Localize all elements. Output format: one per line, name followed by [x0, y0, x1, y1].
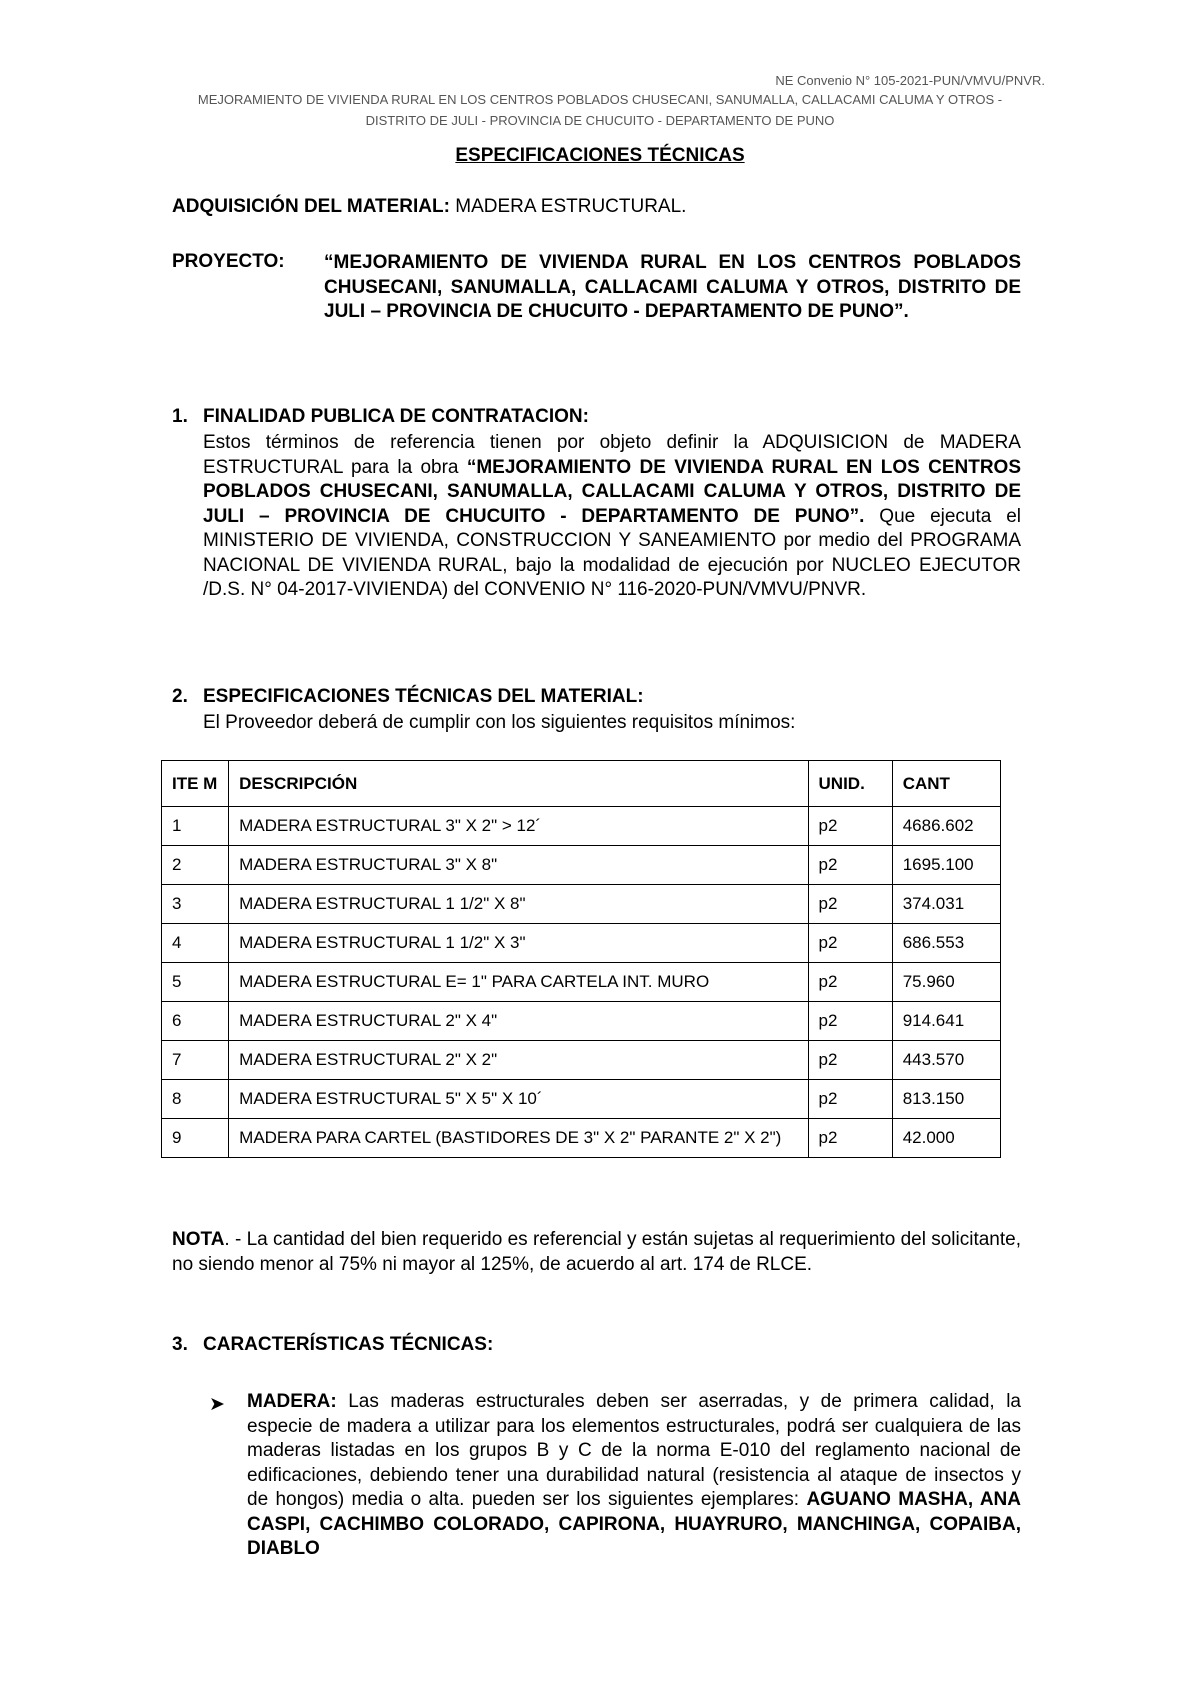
- row-item: 6: [162, 1002, 229, 1041]
- section-2-heading: [172, 686, 644, 708]
- table-row: [162, 1080, 1001, 1119]
- row-description: MADERA ESTRUCTURAL 1 1/2" X 8": [229, 885, 808, 924]
- row-item: 8: [162, 1080, 229, 1119]
- header-project-line1: MEJORAMIENTO DE VIVIENDA RURAL EN LOS CENTROS POBLADOS CHUSECANI, SANUMALLA, CALLACAMI CALUMA Y OTROS -: [197, 92, 1003, 107]
- row-unit: p2: [808, 1041, 892, 1080]
- table-row: [162, 924, 1001, 963]
- row-item: 2: [162, 846, 229, 885]
- row-quantity: 813.150: [892, 1080, 1000, 1119]
- header-convenio: NE Convenio N° 105-2021-PUN/VMVU/PNVR.: [775, 73, 1045, 88]
- section-2-intro: El Proveedor deberá de cumplir con los siguientes requisitos mínimos:: [203, 712, 796, 733]
- row-description: MADERA ESTRUCTURAL 1 1/2" X 3": [229, 924, 808, 963]
- row-quantity: 686.553: [892, 924, 1000, 963]
- header-description: DESCRIPCIÓN: [229, 761, 808, 807]
- row-item: 5: [162, 963, 229, 1002]
- row-quantity: 75.960: [892, 963, 1000, 1002]
- row-description: MADERA ESTRUCTURAL 3" X 2" > 12´: [229, 807, 808, 846]
- note-text: . - La cantidad del bien requerido es referencial y están sujetas al requerimiento del solicitante, no siendo menor al 75% ni mayor al 125%, de acuerdo al art. 174 de RLCE.: [172, 1229, 1021, 1275]
- row-quantity: 914.641: [892, 1002, 1000, 1041]
- header-unit: UNID.: [808, 761, 892, 807]
- table-header-row: [162, 761, 1001, 807]
- header-project-line2: DISTRITO DE JULI - PROVINCIA DE CHUCUITO - DEPARTAMENTO DE PUNO: [365, 113, 835, 128]
- row-description: MADERA ESTRUCTURAL E= 1" PARA CARTELA INT. MURO: [229, 963, 808, 1002]
- table-row: [162, 846, 1001, 885]
- section-3-heading: [172, 1334, 493, 1356]
- row-description: MADERA ESTRUCTURAL 3" X 8": [229, 846, 808, 885]
- table-row: [162, 807, 1001, 846]
- section-2-title: ESPECIFICACIONES TÉCNICAS DEL MATERIAL:: [203, 686, 644, 707]
- row-item: 1: [162, 807, 229, 846]
- section-1-text-a: Estos términos de referencia tienen por objeto definir la ADQUISICION de MADERA ESTRUCTURAL para la obra: [203, 432, 1021, 478]
- row-description: MADERA ESTRUCTURAL 2" X 4": [229, 1002, 808, 1041]
- wood-bullet-text: Las maderas estructurales deben ser aserradas, y de primera calidad, la especie de madera a utilizar para los elementos estructurales, podrá ser cualquiera de las maderas listadas en los grupos B y C de la norma E-010 del reglamento nacional de edificaciones, debiendo tener una durabilidad natural (resistencia al ataque de insectos y de hongos) media o alta. pueden ser los siguientes ejemplares:: [247, 1391, 1021, 1510]
- table-row: [162, 885, 1001, 924]
- row-item: 7: [162, 1041, 229, 1080]
- project-label: PROYECTO:: [172, 251, 285, 272]
- table-row: [162, 963, 1001, 1002]
- row-description: MADERA PARA CARTEL (BASTIDORES DE 3" X 2" PARANTE 2" X 2"): [229, 1119, 808, 1158]
- section-3-number: 3.: [172, 1334, 188, 1355]
- section-1-text-bold: “MEJORAMIENTO DE VIVIENDA RURAL EN LOS CENTROS POBLADOS CHUSECANI, SANUMALLA, CALLACAMI CALUMA Y OTROS, DISTRITO DE JULI – PROVINCIA DE CHUCUITO - DEPARTAMENTO DE PUNO”.: [203, 456, 1021, 527]
- table-row: [162, 1041, 1001, 1080]
- section-1-number: 1.: [172, 406, 188, 427]
- row-quantity: 42.000: [892, 1119, 1000, 1158]
- acquisition-value: MADERA ESTRUCTURAL.: [455, 196, 687, 217]
- row-unit: p2: [808, 885, 892, 924]
- section-1-paragraph: [203, 431, 1021, 603]
- note-label: NOTA: [172, 1229, 225, 1250]
- note-paragraph: [172, 1228, 1021, 1277]
- row-unit: p2: [808, 963, 892, 1002]
- row-unit: p2: [808, 846, 892, 885]
- arrow-bullet-icon: ➤: [209, 1394, 225, 1415]
- acquisition-line: [172, 196, 686, 218]
- row-unit: p2: [808, 807, 892, 846]
- table-row: [162, 1002, 1001, 1041]
- row-item: 3: [162, 885, 229, 924]
- wood-bullet-paragraph: [247, 1390, 1021, 1562]
- row-description: MADERA ESTRUCTURAL 2" X 2": [229, 1041, 808, 1080]
- row-description: MADERA ESTRUCTURAL 5" X 5" X 10´: [229, 1080, 808, 1119]
- row-quantity: 1695.100: [892, 846, 1000, 885]
- row-quantity: 4686.602: [892, 807, 1000, 846]
- row-item: 9: [162, 1119, 229, 1158]
- table-row: [162, 1119, 1001, 1158]
- section-1-text-b: Que ejecuta el MINISTERIO DE VIVIENDA, CONSTRUCCION Y SANEAMIENTO por medio del PROGRAMA NACIONAL DE VIVIENDA RURAL, bajo la modalidad de ejecución por NUCLEO EJECUTOR /D.S. N° 04-2017-VIVIENDA) del CONVENIO N° 116-2020-PUN/VMVU/PNVR.: [203, 505, 1021, 600]
- row-quantity: 443.570: [892, 1041, 1000, 1080]
- row-item: 4: [162, 924, 229, 963]
- wood-bullet-label: MADERA:: [247, 1391, 337, 1412]
- header-item: ITE M: [162, 761, 229, 807]
- row-unit: p2: [808, 1002, 892, 1041]
- row-unit: p2: [808, 1080, 892, 1119]
- section-3-title: CARACTERÍSTICAS TÉCNICAS:: [203, 1334, 494, 1355]
- row-unit: p2: [808, 1119, 892, 1158]
- row-unit: p2: [808, 924, 892, 963]
- header-quantity: CANT: [892, 761, 1000, 807]
- section-2-number: 2.: [172, 686, 188, 707]
- project-name: “MEJORAMIENTO DE VIVIENDA RURAL EN LOS CENTROS POBLADOS CHUSECANI, SANUMALLA, CALLACAMI CALUMA Y OTROS, DISTRITO DE JULI – PROVINCIA DE CHUCUITO - DEPARTAMENTO DE PUNO”.: [324, 252, 1021, 322]
- wood-species-list: AGUANO MASHA, ANA CASPI, CACHIMBO COLORADO, CAPIRONA, HUAYRURO, MANCHINGA, COPAIBA, DIABLO: [247, 1489, 1021, 1559]
- materials-table: [161, 760, 1001, 1158]
- section-1-title: FINALIDAD PUBLICA DE CONTRATACION:: [203, 406, 589, 427]
- acquisition-label: ADQUISICIÓN DEL MATERIAL:: [172, 196, 450, 217]
- section-1-heading: [172, 406, 589, 428]
- row-quantity: 374.031: [892, 885, 1000, 924]
- page-title: ESPECIFICACIONES TÉCNICAS: [455, 145, 745, 166]
